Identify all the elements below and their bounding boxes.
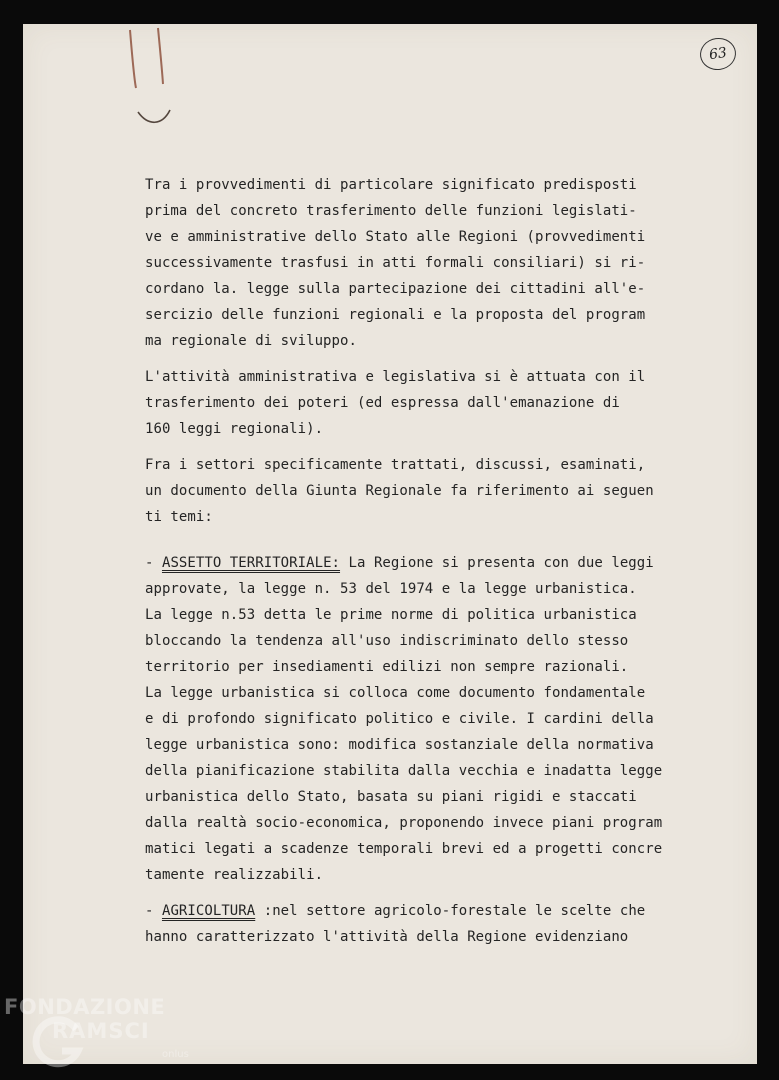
paragraph-gap <box>145 442 705 452</box>
text-line: ma regionale di sviluppo. <box>145 333 357 349</box>
text-line: La legge n.53 detta le prime norme di politica urbanistica <box>145 607 637 623</box>
text-line: tamente realizzabili. <box>145 867 324 883</box>
watermark-suffix: onlus <box>162 1049 189 1060</box>
text-line: bloccando la tendenza all'uso indiscriminato dello stesso <box>145 633 629 649</box>
text-span: La Regione si presenta con due leggi <box>340 555 654 571</box>
text-line: L'attività amministrativa e legislativa si è attuata con il <box>145 369 646 385</box>
paragraph-gap <box>145 530 705 540</box>
watermark-line-2: RAMSCI <box>52 1019 150 1043</box>
section-heading: AGRICOLTURA <box>161 903 256 919</box>
text-line: dalla realtà socio-economica, proponendo invece piani program <box>145 815 663 831</box>
text-line: territorio per insediamenti edilizi non sempre razionali. <box>145 659 629 675</box>
text-line: La legge urbanistica si colloca come documento fondamentale <box>145 685 646 701</box>
text-line: 160 leggi regionali). <box>145 421 324 437</box>
paragraph-gap <box>145 540 705 550</box>
section-assetto-territoriale <box>145 550 705 888</box>
text-line: successivamente trasfusi in atti formali consiliari) si ri- <box>145 255 646 271</box>
section-heading: ASSETTO TERRITORIALE: <box>161 555 341 571</box>
list-dash: - <box>145 555 162 571</box>
document-page <box>23 24 757 1064</box>
text-line: Tra i provvedimenti di particolare significato predisposti <box>145 177 637 193</box>
text-line: cordano la. legge sulla partecipazione dei cittadini all'e- <box>145 281 646 297</box>
text-line: urbanistica dello Stato, basata su piani rigidi e staccati <box>145 789 637 805</box>
staple-mark-icon <box>118 24 178 134</box>
text-line: e di profondo significato politico e civile. I cardini della <box>145 711 654 727</box>
text-line: ti temi: <box>145 509 213 525</box>
list-dash: - <box>145 903 162 919</box>
section-heading-line <box>145 898 705 924</box>
fondazione-gramsci-watermark <box>4 995 204 1075</box>
text-line: trasferimento dei poteri (ed espressa dall'emanazione di <box>145 395 620 411</box>
text-line: approvate, la legge n. 53 del 1974 e la legge urbanistica. <box>145 581 637 597</box>
body-text <box>145 172 705 950</box>
text-line: legge urbanistica sono: modifica sostanziale della normativa <box>145 737 654 753</box>
text-line: hanno caratterizzato l'attività della Regione evidenziano <box>145 929 629 945</box>
paragraph-2 <box>145 364 705 442</box>
section-agricoltura <box>145 898 705 950</box>
text-span: :nel settore agricolo-forestale le scelte che <box>255 903 646 919</box>
text-line: ve e amministrative dello Stato alle Regioni (provvedimenti <box>145 229 646 245</box>
paragraph-gap <box>145 354 705 364</box>
text-line: Fra i settori specificamente trattati, discussi, esaminati, <box>145 457 646 473</box>
section-heading-line <box>145 550 705 576</box>
watermark-line-1: FONDAZIONE <box>4 995 166 1019</box>
paragraph-1 <box>145 172 705 354</box>
text-line: sercizio delle funzioni regionali e la proposta del program <box>145 307 646 323</box>
text-line: un documento della Giunta Regionale fa riferimento ai seguen <box>145 483 654 499</box>
text-line: della pianificazione stabilita dalla vecchia e inadatta legge <box>145 763 663 779</box>
page-number: 63 <box>698 36 738 73</box>
text-line: prima del concreto trasferimento delle funzioni legislati- <box>145 203 637 219</box>
paragraph-3 <box>145 452 705 530</box>
paragraph-gap <box>145 888 705 898</box>
text-line: matici legati a scadenze temporali brevi ed a progetti concre <box>145 841 663 857</box>
